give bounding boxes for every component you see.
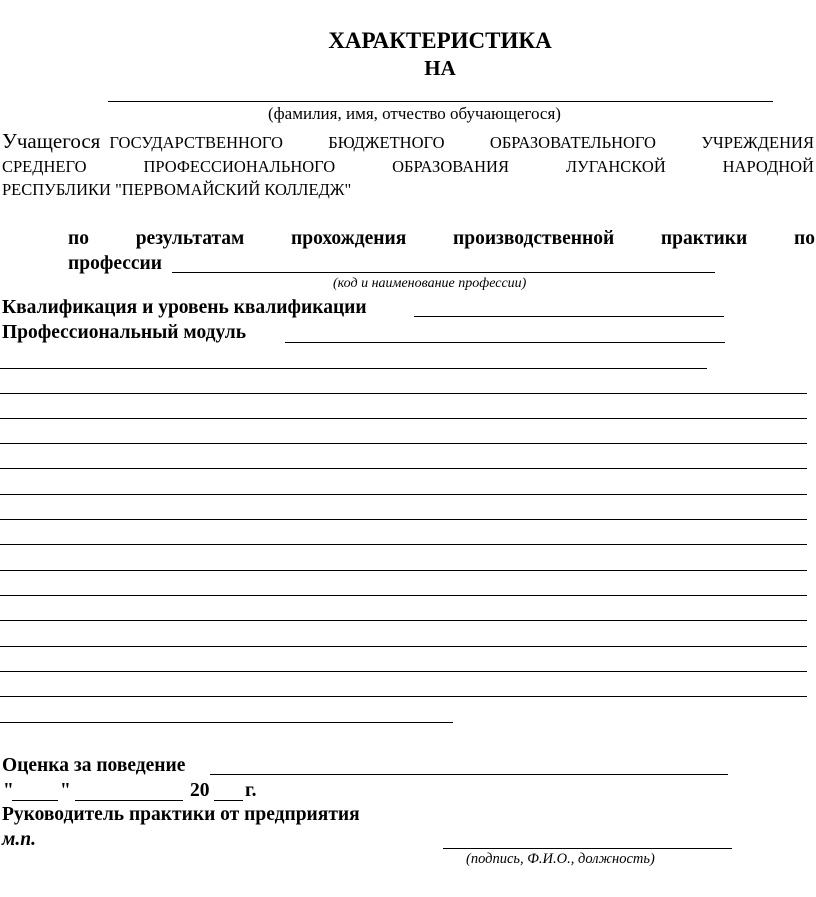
- text-line[interactable]: [0, 468, 807, 469]
- practice-word: практики: [660, 228, 748, 249]
- date-quote-open: ": [3, 780, 14, 801]
- qualification-label: Квалификация и уровень квалификации: [2, 297, 367, 318]
- behavior-fill-line[interactable]: [210, 774, 728, 775]
- institution-word: ОБРАЗОВАНИЯ: [392, 157, 509, 176]
- practice-word: производственной: [452, 228, 615, 249]
- text-line[interactable]: [0, 595, 807, 596]
- institution-word: УЧРЕЖДЕНИЯ: [701, 133, 814, 152]
- text-line[interactable]: [0, 443, 807, 444]
- text-line[interactable]: [0, 722, 453, 723]
- practice-line: [68, 228, 815, 250]
- practice-word: результатам: [135, 228, 245, 249]
- supervisor-label: Руководитель практики от предприятия: [2, 804, 360, 825]
- text-line[interactable]: [0, 570, 807, 571]
- institution-word: БЮДЖЕТНОГО: [328, 133, 445, 152]
- profession-hint: (код и наименование профессии): [333, 276, 527, 291]
- text-line[interactable]: [0, 646, 807, 647]
- text-line[interactable]: [0, 393, 807, 394]
- date-year-line[interactable]: [214, 800, 243, 801]
- signature-fill-line[interactable]: [443, 848, 732, 849]
- signature-hint: (подпись, Ф.И.О., должность): [466, 851, 655, 867]
- text-line[interactable]: [0, 671, 807, 672]
- document-title-sub: НА: [424, 56, 456, 80]
- document-title: ХАРАКТЕРИСТИКА: [328, 28, 552, 53]
- institution-line-1: [2, 129, 814, 154]
- module-label: Профессиональный модуль: [2, 322, 247, 343]
- institution-line-1-text: [109, 133, 814, 153]
- text-line[interactable]: [0, 494, 807, 495]
- module-fill-line[interactable]: [285, 342, 725, 343]
- practice-word: по: [793, 228, 815, 249]
- profession-fill-line[interactable]: [172, 272, 715, 273]
- profession-label: профессии: [68, 253, 162, 274]
- text-line[interactable]: [0, 696, 807, 697]
- qualification-fill-line[interactable]: [414, 316, 724, 317]
- date-year-prefix: 20: [190, 780, 210, 801]
- text-line[interactable]: [0, 544, 807, 545]
- institution-line-3: РЕСПУБЛИКИ "ПЕРВОМАЙСКИЙ КОЛЛЕДЖ": [2, 180, 352, 199]
- practice-word: прохождения: [291, 228, 407, 249]
- text-line[interactable]: [0, 620, 807, 621]
- institution-word: СРЕДНЕГО: [2, 157, 87, 176]
- date-day-line[interactable]: [12, 800, 58, 801]
- institution-word: ГОСУДАРСТВЕННОГО: [109, 133, 283, 152]
- name-hint: (фамилия, имя, отчество обучающегося): [268, 104, 561, 123]
- practice-word: по: [68, 228, 89, 249]
- text-line[interactable]: [0, 418, 807, 419]
- institution-word: ЛУГАНСКОЙ: [565, 157, 666, 176]
- institution-word: НАРОДНОЙ: [722, 157, 814, 176]
- institution-word: ОБРАЗОВАТЕЛЬНОГО: [489, 133, 656, 152]
- text-line[interactable]: [0, 519, 807, 520]
- text-line[interactable]: [0, 368, 707, 369]
- date-suffix: г.: [245, 780, 257, 801]
- name-fill-line[interactable]: [108, 101, 773, 102]
- stamp-label: м.п.: [2, 829, 36, 850]
- date-quote-close: ": [60, 780, 71, 801]
- student-label: Учащегося: [2, 129, 101, 153]
- date-month-line[interactable]: [75, 800, 183, 801]
- institution-line-2: [2, 157, 814, 177]
- institution-word: ПРОФЕССИОНАЛЬНОГО: [143, 157, 336, 176]
- behavior-label: Оценка за поведение: [2, 755, 186, 776]
